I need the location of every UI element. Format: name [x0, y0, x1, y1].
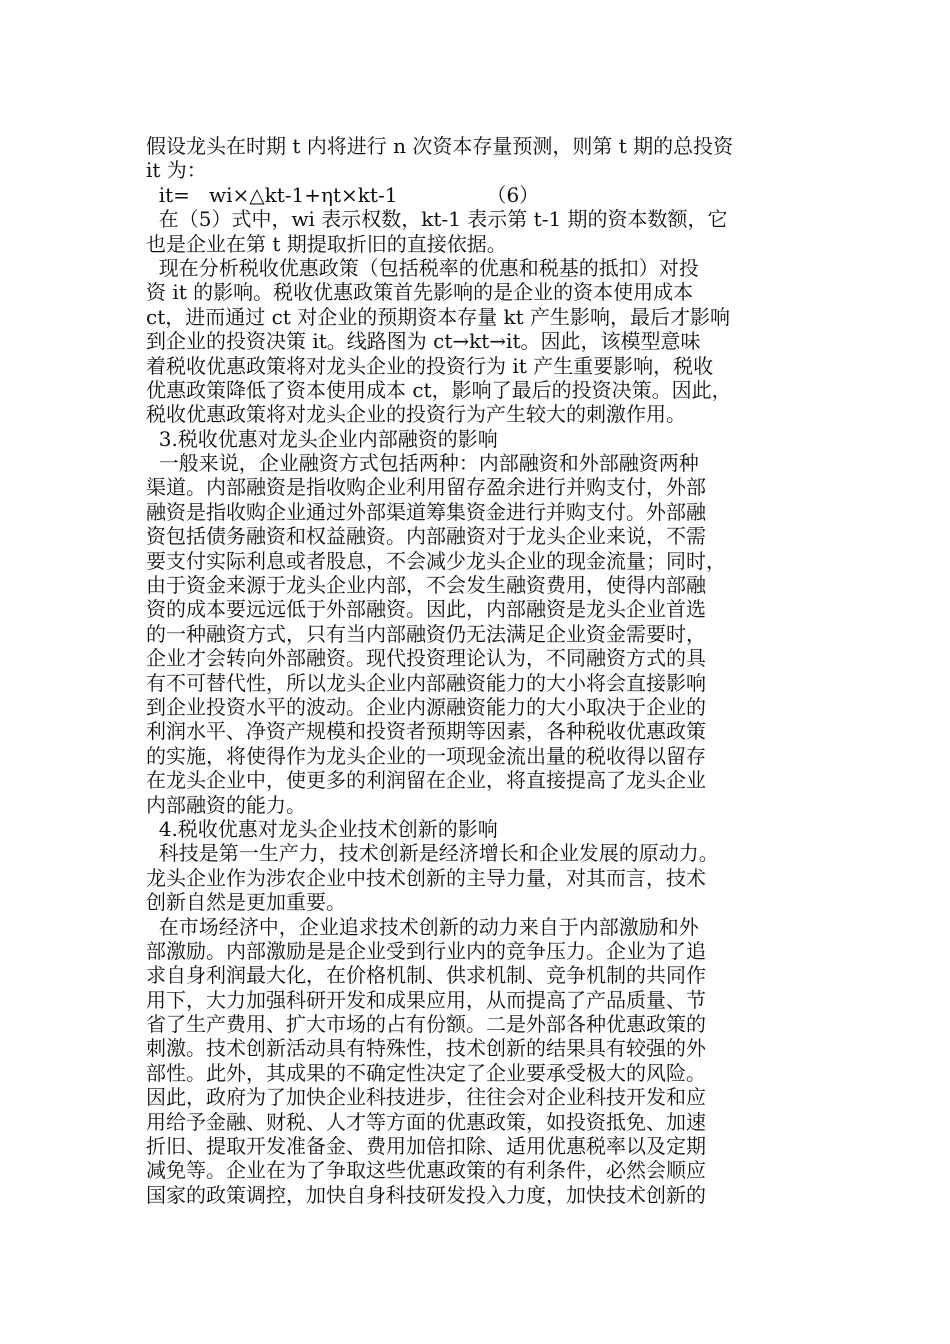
text-line: 税收优惠政策将对龙头企业的投资行为产生较大的刺激作用。 — [146, 402, 686, 427]
body-text — [146, 134, 806, 1207]
section-heading: 3.税收优惠对龙头企业内部融资的影响 — [146, 426, 498, 451]
text-line: 国家的政策调控，加快自身科技研发投入力度，加快技术创新的 — [146, 1182, 706, 1207]
section-heading: 4.税收优惠对龙头企业技术创新的影响 — [146, 816, 498, 841]
text-line: 在龙头企业中，使更多的利润留在企业，将直接提高了龙头企业 — [146, 768, 706, 793]
text-line: 在（5）式中，wi 表示权数，kt-1 表示第 t-1 期的资本数额，它 — [146, 207, 728, 232]
text-line: 省了生产费用、扩大市场的占有份额。二是外部各种优惠政策的 — [146, 1012, 706, 1037]
text-line: 减免等。企业在为了争取这些优惠政策的有利条件，必然会顺应 — [146, 1158, 706, 1183]
text-line: 的一种融资方式，只有当内部融资仍无法满足企业资金需要时， — [146, 621, 706, 646]
text-line: 用下，大力加强科研开发和成果应用，从而提高了产品质量、节 — [146, 987, 706, 1012]
text-line: 到企业的投资决策 it。线路图为 ct→kt→it。因此，该模型意味 — [146, 329, 701, 354]
text-line: 资的成本要远远低于外部融资。因此，内部融资是龙头企业首选 — [146, 597, 706, 622]
text-line: 有不可替代性，所以龙头企业内部融资能力的大小将会直接影响 — [146, 670, 706, 695]
text-line: 在市场经济中，企业追求技术创新的动力来自于内部激励和外 — [146, 914, 699, 939]
text-line: 现在分析税收优惠政策（包括税率的优惠和税基的抵扣）对投 — [146, 255, 699, 280]
text-line: 企业才会转向外部融资。现代投资理论认为，不同融资方式的具 — [146, 646, 706, 671]
text-line: it 为： — [146, 158, 207, 183]
text-line: 刺激。技术创新活动具有特殊性，技术创新的结果具有较强的外 — [146, 1036, 706, 1061]
text-line: 要支付实际利息或者股息，不会减少龙头企业的现金流量；同时， — [146, 548, 726, 573]
text-line: 也是企业在第 t 期提取折旧的直接依据。 — [146, 231, 507, 256]
text-line: 资包括债务融资和权益融资。内部融资对于龙头企业来说，不需 — [146, 524, 706, 549]
text-line: 优惠政策降低了资本使用成本 ct，影响了最后的投资决策。因此， — [146, 377, 732, 402]
text-line: 到企业投资水平的波动。企业内源融资能力的大小取决于企业的 — [146, 694, 706, 719]
text-line: 部激励。内部激励是是企业受到行业内的竞争压力。企业为了追 — [146, 938, 706, 963]
text-line: 部性。此外，其成果的不确定性决定了企业要承受极大的风险。 — [146, 1060, 706, 1085]
text-line: 假设龙头在时期 t 内将进行 n 次资本存量预测，则第 t 期的总投资 — [146, 134, 734, 158]
text-line: 用给予金融、财税、人才等方面的优惠政策，如投资抵免、加速 — [146, 1109, 706, 1134]
text-line: 渠道。内部融资是指收购企业利用留存盈余进行并购支付，外部 — [146, 475, 706, 500]
text-line: 求自身利润最大化，在价格机制、供求机制、竞争机制的共同作 — [146, 963, 706, 988]
text-line: 内部融资的能力。 — [146, 792, 306, 817]
text-line: 科技是第一生产力，技术创新是经济增长和企业发展的原动力。 — [146, 841, 719, 866]
text-line: 的实施，将使得作为龙头企业的一项现金流出量的税收得以留存 — [146, 743, 706, 768]
text-line: 创新自然是更加重要。 — [146, 890, 346, 915]
text-line: 融资是指收购企业通过外部渠道筹集资金进行并购支付。外部融 — [146, 499, 706, 524]
text-line: ct，进而通过 ct 对企业的预期资本存量 kt 产生影响，最后才影响 — [146, 304, 731, 329]
text-line: 一般来说，企业融资方式包括两种：内部融资和外部融资两种 — [146, 451, 699, 476]
text-line: 资 it 的影响。税收优惠政策首先影响的是企业的资本使用成本 — [146, 280, 694, 305]
text-line: 由于资金来源于龙头企业内部，不会发生融资费用，使得内部融 — [146, 573, 706, 598]
text-line: 着税收优惠政策将对龙头企业的投资行为 it 产生重要影响，税收 — [146, 353, 714, 378]
text-line: 利润水平、净资产规模和投资者预期等因素，各种税收优惠政策 — [146, 719, 706, 744]
text-line: 折旧、提取开发准备金、费用加倍扣除、适用优惠税率以及定期 — [146, 1134, 706, 1159]
text-line: 因此，政府为了加快企业科技进步，往往会对企业科技开发和应 — [146, 1085, 706, 1110]
formula-line: it= wi×△kt-1+ηt×kt-1 （6） — [146, 182, 540, 207]
text-line: 龙头企业作为涉农企业中技术创新的主导力量，对其而言，技术 — [146, 865, 706, 890]
